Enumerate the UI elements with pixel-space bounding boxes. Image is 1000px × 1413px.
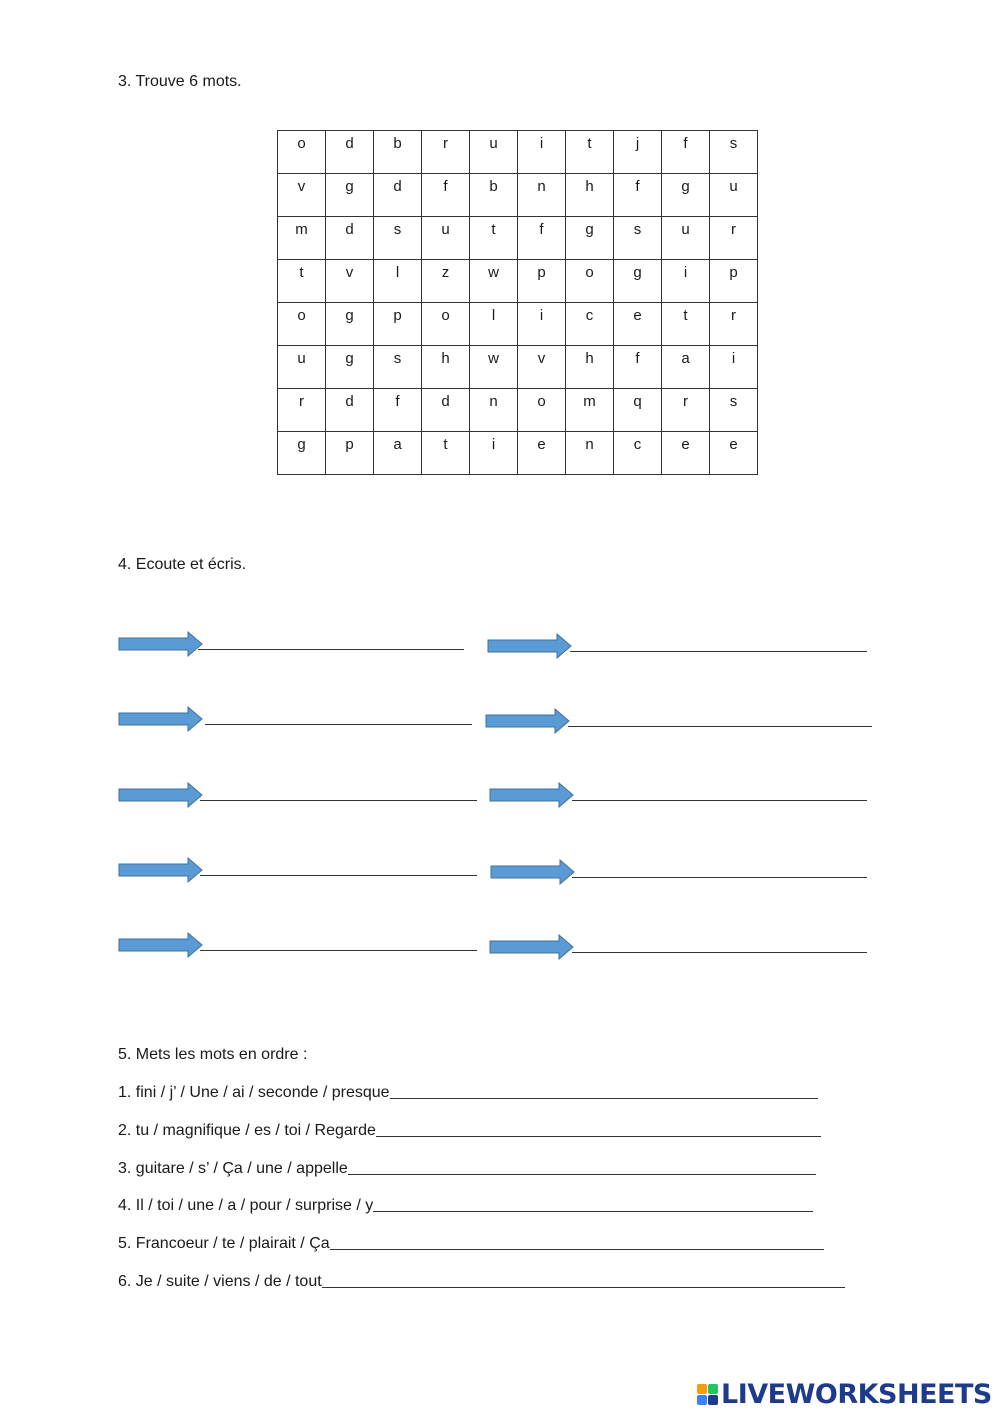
grid-cell[interactable]: r: [662, 389, 710, 432]
grid-cell[interactable]: m: [278, 217, 326, 260]
grid-cell[interactable]: p: [710, 260, 758, 303]
grid-cell[interactable]: i: [470, 432, 518, 475]
word-order-prompt: 3. guitare / s’ / Ça / une / appelle: [118, 1160, 348, 1177]
grid-cell[interactable]: p: [326, 432, 374, 475]
grid-cell[interactable]: e: [710, 432, 758, 475]
grid-cell[interactable]: g: [326, 174, 374, 217]
word-order-prompt: 1. fini / j’ / Une / ai / seconde / presque: [118, 1084, 390, 1101]
grid-cell[interactable]: f: [662, 131, 710, 174]
grid-cell[interactable]: n: [470, 389, 518, 432]
arrow-icon: [118, 857, 204, 883]
grid-cell[interactable]: i: [518, 303, 566, 346]
grid-cell[interactable]: o: [278, 131, 326, 174]
answer-line[interactable]: [330, 1248, 824, 1250]
grid-cell[interactable]: h: [566, 346, 614, 389]
arrow-icon: [118, 631, 204, 657]
grid-cell[interactable]: v: [326, 260, 374, 303]
word-order-prompt: 4. Il / toi / une / a / pour / surprise / y: [118, 1197, 374, 1214]
grid-cell[interactable]: f: [374, 389, 422, 432]
grid-cell[interactable]: h: [566, 174, 614, 217]
grid-cell[interactable]: g: [662, 174, 710, 217]
word-order-item: [118, 1084, 818, 1102]
grid-cell[interactable]: m: [566, 389, 614, 432]
grid-cell[interactable]: o: [278, 303, 326, 346]
grid-cell[interactable]: s: [710, 389, 758, 432]
grid-cell[interactable]: n: [566, 432, 614, 475]
word-order-prompt: 6. Je / suite / viens / de / tout: [118, 1273, 322, 1290]
grid-cell[interactable]: i: [662, 260, 710, 303]
word-order-prompt: 2. tu / magnifique / es / toi / Regarde: [118, 1122, 376, 1139]
grid-row: [278, 131, 758, 174]
grid-cell[interactable]: s: [614, 217, 662, 260]
logo-text: LIVEWORKSHEETS: [721, 1378, 992, 1410]
arrow-icon: [118, 782, 204, 808]
grid-cell[interactable]: b: [374, 131, 422, 174]
word-order-item: [118, 1273, 845, 1291]
grid-cell[interactable]: r: [710, 303, 758, 346]
answer-line[interactable]: [200, 800, 477, 801]
grid-cell[interactable]: o: [518, 389, 566, 432]
arrow-icon: [490, 859, 576, 885]
grid-cell[interactable]: r: [422, 131, 470, 174]
answer-line[interactable]: [322, 1286, 845, 1288]
grid-cell[interactable]: g: [326, 303, 374, 346]
exercise-3-title: 3. Trouve 6 mots.: [118, 73, 242, 90]
grid-cell[interactable]: g: [326, 346, 374, 389]
answer-line[interactable]: [373, 1210, 813, 1212]
grid-cell[interactable]: s: [374, 217, 422, 260]
grid-cell[interactable]: t: [422, 432, 470, 475]
grid-row: [278, 303, 758, 346]
grid-cell[interactable]: u: [470, 131, 518, 174]
grid-cell[interactable]: r: [710, 217, 758, 260]
answer-line[interactable]: [200, 950, 477, 951]
grid-cell[interactable]: i: [710, 346, 758, 389]
grid-cell[interactable]: u: [662, 217, 710, 260]
word-order-item: [118, 1160, 816, 1178]
grid-cell[interactable]: e: [662, 432, 710, 475]
grid-cell[interactable]: o: [566, 260, 614, 303]
grid-cell[interactable]: f: [518, 217, 566, 260]
answer-line[interactable]: [572, 800, 867, 801]
answer-line[interactable]: [205, 724, 472, 725]
arrow-icon: [489, 782, 575, 808]
grid-cell[interactable]: d: [422, 389, 470, 432]
arrow-icon: [487, 633, 573, 659]
grid-row: [278, 389, 758, 432]
grid-cell[interactable]: d: [326, 217, 374, 260]
arrow-icon: [118, 932, 204, 958]
grid-cell[interactable]: d: [326, 131, 374, 174]
answer-line[interactable]: [568, 726, 872, 727]
grid-cell[interactable]: g: [566, 217, 614, 260]
grid-cell[interactable]: w: [470, 346, 518, 389]
answer-line[interactable]: [390, 1097, 818, 1099]
grid-cell[interactable]: a: [374, 432, 422, 475]
arrow-icon: [485, 708, 571, 734]
grid-cell[interactable]: d: [326, 389, 374, 432]
grid-cell[interactable]: r: [278, 389, 326, 432]
grid-cell[interactable]: f: [614, 346, 662, 389]
exercise-4-title: 4. Ecoute et écris.: [118, 556, 247, 573]
grid-row: [278, 432, 758, 475]
grid-cell[interactable]: f: [422, 174, 470, 217]
grid-cell[interactable]: f: [614, 174, 662, 217]
grid-cell[interactable]: v: [278, 174, 326, 217]
grid-cell[interactable]: u: [278, 346, 326, 389]
grid-cell[interactable]: d: [374, 174, 422, 217]
grid-cell[interactable]: n: [518, 174, 566, 217]
answer-line[interactable]: [572, 952, 867, 953]
grid-cell[interactable]: s: [374, 346, 422, 389]
grid-cell[interactable]: s: [710, 131, 758, 174]
liveworksheets-logo: [697, 1378, 992, 1410]
grid-cell[interactable]: t: [566, 131, 614, 174]
word-order-item: [118, 1235, 824, 1253]
grid-cell[interactable]: a: [662, 346, 710, 389]
grid-cell[interactable]: t: [470, 217, 518, 260]
grid-cell[interactable]: t: [278, 260, 326, 303]
word-order-prompt: 5. Francoeur / te / plairait / Ça: [118, 1235, 330, 1252]
grid-cell[interactable]: g: [614, 260, 662, 303]
answer-line[interactable]: [376, 1135, 821, 1137]
grid-cell[interactable]: l: [470, 303, 518, 346]
grid-cell[interactable]: h: [422, 346, 470, 389]
grid-cell[interactable]: e: [518, 432, 566, 475]
grid-cell[interactable]: q: [614, 389, 662, 432]
word-order-item: [118, 1122, 821, 1140]
grid-cell[interactable]: p: [374, 303, 422, 346]
logo-icon: [697, 1384, 718, 1405]
grid-cell[interactable]: u: [422, 217, 470, 260]
grid-cell[interactable]: c: [566, 303, 614, 346]
grid-cell[interactable]: g: [278, 432, 326, 475]
answer-line[interactable]: [572, 877, 867, 878]
arrow-icon: [489, 934, 575, 960]
grid-cell[interactable]: b: [470, 174, 518, 217]
grid-cell[interactable]: z: [422, 260, 470, 303]
grid-row: [278, 217, 758, 260]
word-order-item: [118, 1197, 813, 1215]
grid-row: [278, 260, 758, 303]
grid-cell[interactable]: e: [614, 303, 662, 346]
grid-cell[interactable]: t: [662, 303, 710, 346]
answer-line[interactable]: [198, 649, 464, 650]
grid-cell[interactable]: o: [422, 303, 470, 346]
grid-row: [278, 174, 758, 217]
exercise-5-title: 5. Mets les mots en ordre :: [118, 1046, 308, 1063]
word-search-grid: [277, 130, 758, 475]
answer-line[interactable]: [348, 1173, 816, 1175]
arrow-icon: [118, 706, 204, 732]
answer-line[interactable]: [570, 651, 867, 652]
grid-cell[interactable]: w: [470, 260, 518, 303]
grid-cell[interactable]: i: [518, 131, 566, 174]
grid-row: [278, 346, 758, 389]
grid-cell[interactable]: u: [710, 174, 758, 217]
answer-line[interactable]: [200, 875, 477, 876]
grid-cell[interactable]: v: [518, 346, 566, 389]
grid-cell[interactable]: j: [614, 131, 662, 174]
grid-cell[interactable]: p: [518, 260, 566, 303]
grid-cell[interactable]: c: [614, 432, 662, 475]
grid-cell[interactable]: l: [374, 260, 422, 303]
